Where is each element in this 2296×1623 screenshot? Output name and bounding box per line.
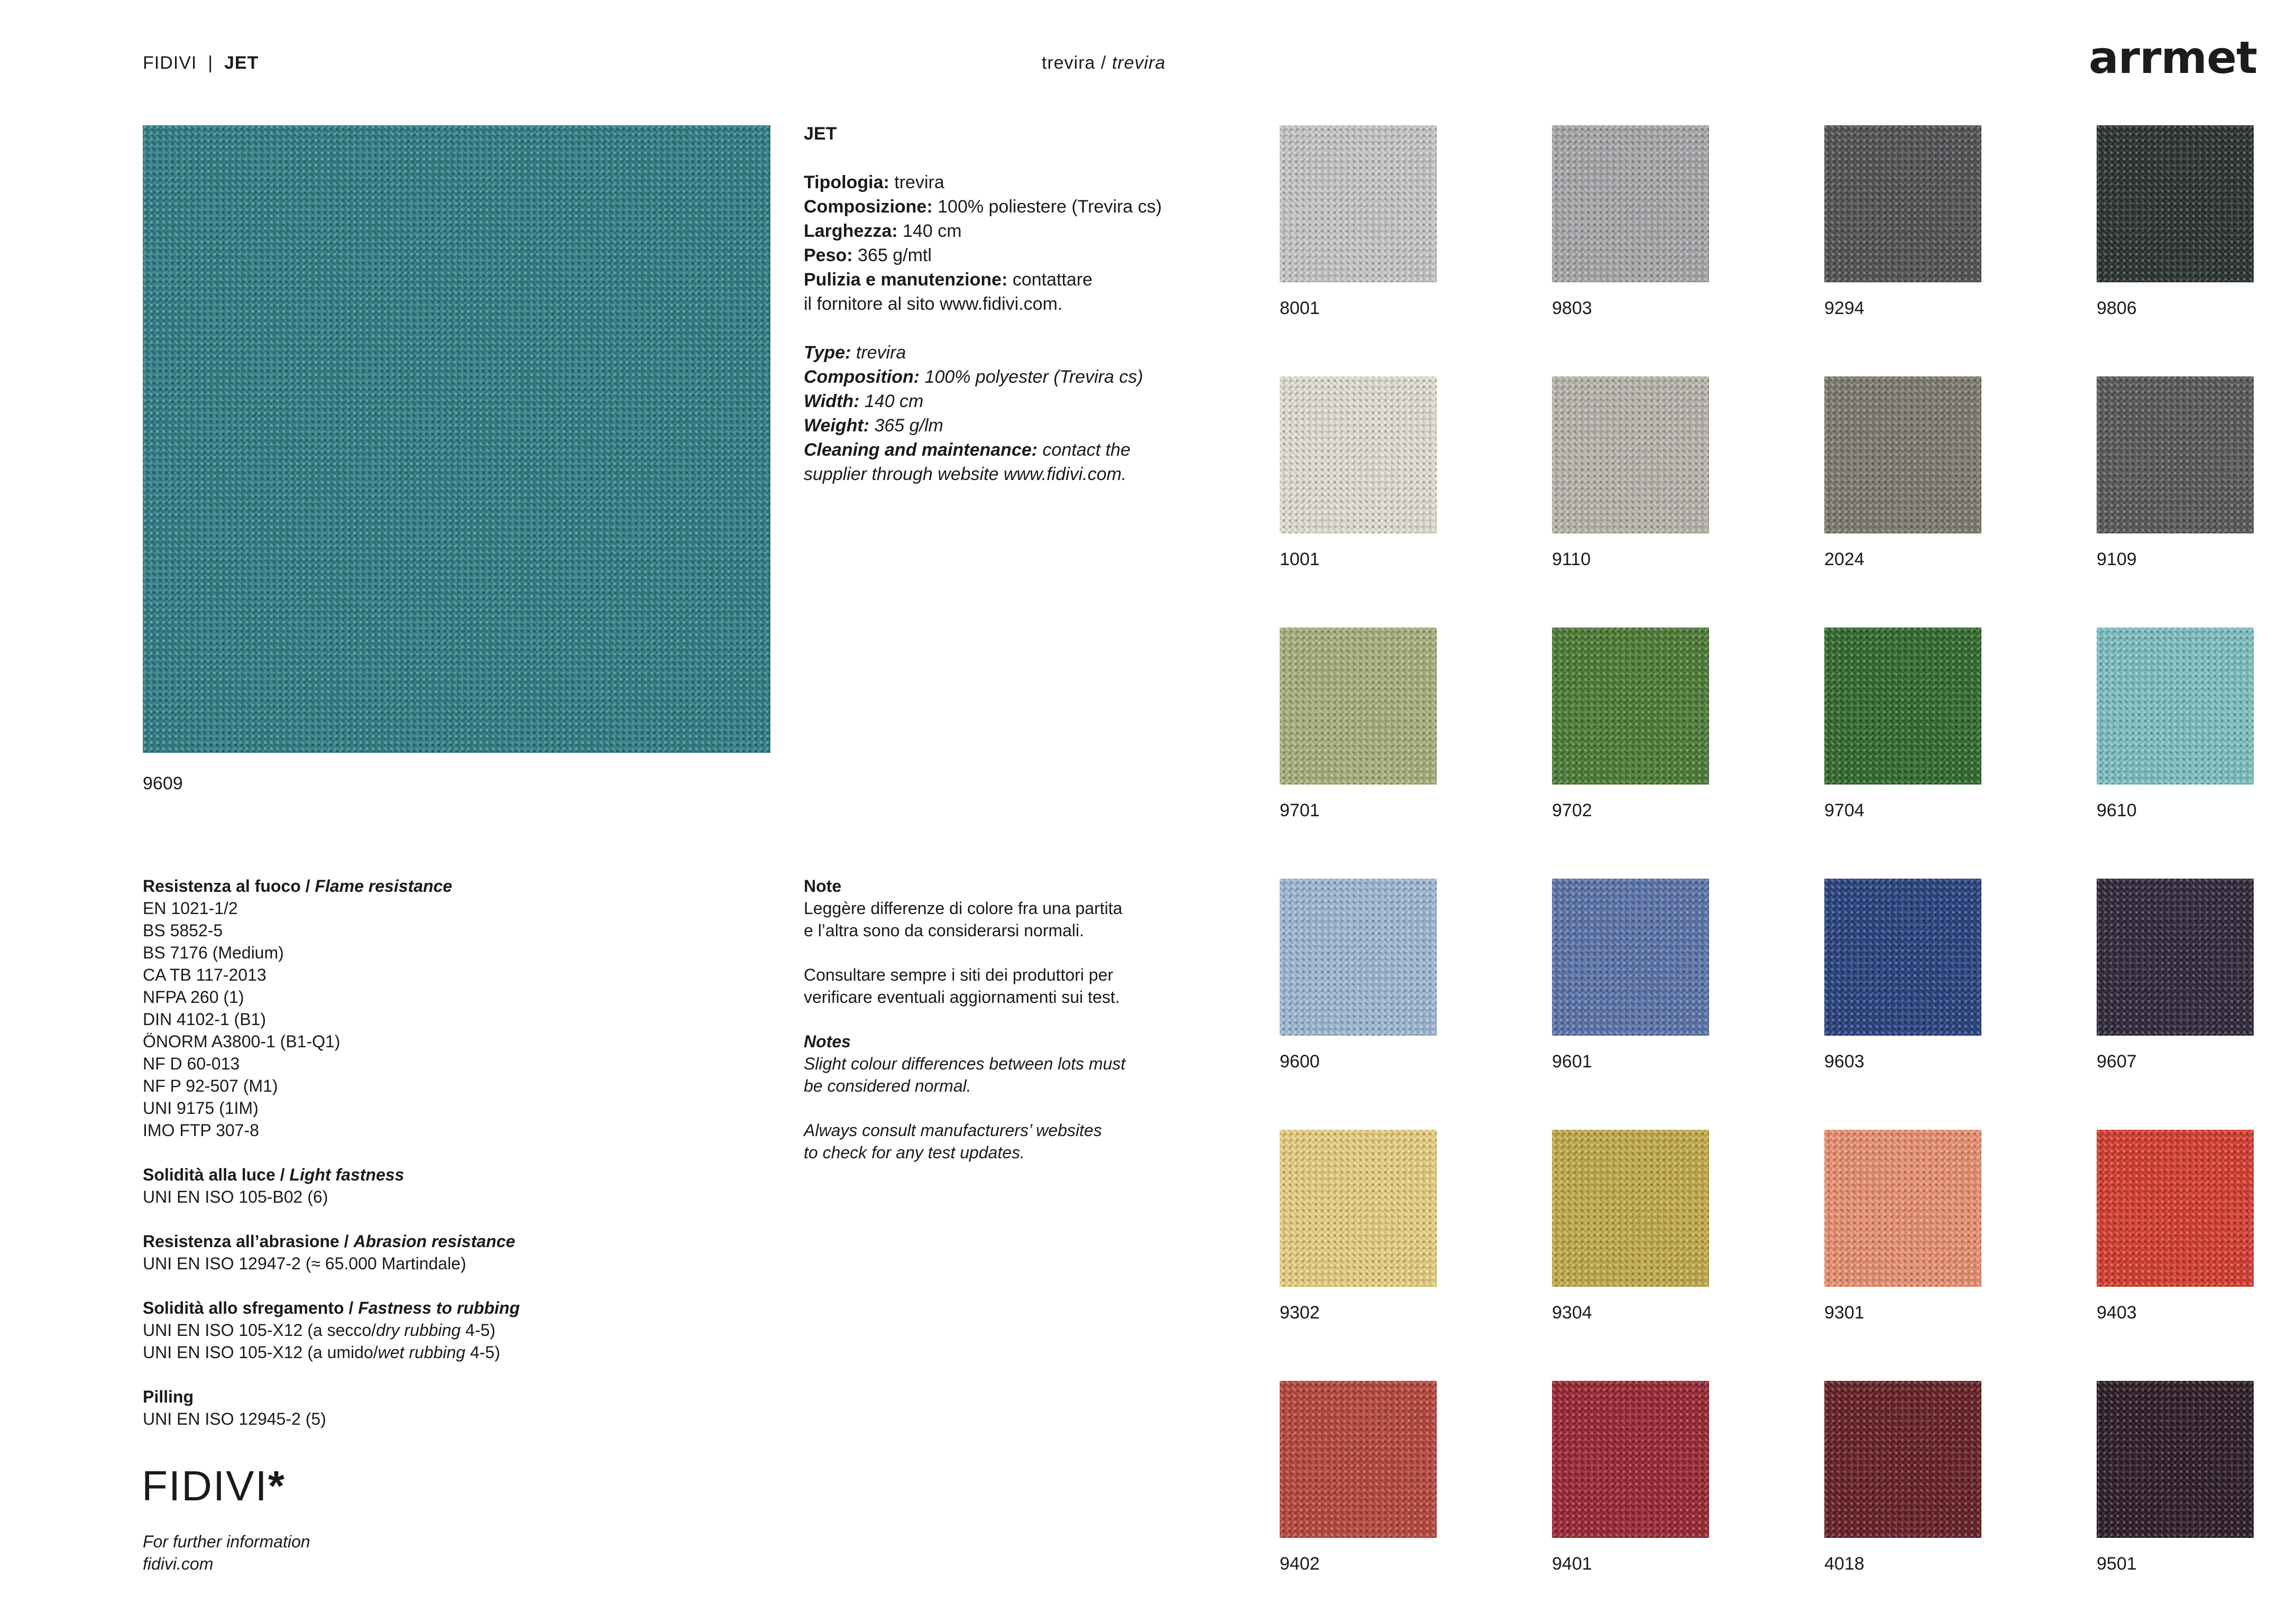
swatch-9601	[1552, 879, 1709, 1036]
swatch-code: 9294	[1824, 298, 1865, 318]
swatch-9501	[2097, 1381, 2254, 1538]
swatch-item	[1280, 1381, 1437, 1574]
swatch-item	[1552, 879, 1709, 1072]
swatch-code: 9601	[1552, 1052, 1592, 1072]
abrasion-title-it: Resistenza all’abrasione /	[143, 1232, 349, 1251]
swatch-item	[1552, 376, 1709, 570]
swatch-item	[1552, 125, 1709, 319]
swatch-9704	[1824, 628, 1981, 785]
swatch-9302	[1280, 1130, 1437, 1287]
fidivi-logo	[142, 1462, 286, 1510]
abrasion-value: UNI EN ISO 12947-2 (≈ 65.000 Martindale)	[143, 1254, 466, 1273]
header-brand: FIDIVI	[143, 53, 197, 73]
swatch-8001	[1280, 125, 1437, 282]
swatch-9294	[1824, 125, 1981, 282]
notes-it-1: Leggère differenze di colore fra una partita	[804, 899, 1123, 918]
swatch-code: 9603	[1824, 1052, 1865, 1072]
swatch-code: 8001	[1280, 298, 1320, 318]
spec-type-label: Type:	[804, 343, 851, 363]
notes-en-1: Slight colour differences between lots must	[804, 1054, 1126, 1073]
fidivi-logo-mark: *	[268, 1462, 286, 1509]
swatch-item	[2097, 376, 2254, 570]
rubbing-title-it: Solidità allo sfregamento /	[143, 1298, 354, 1317]
swatch-9403	[2097, 1130, 2254, 1287]
fire-item: DIN 4102-1 (B1)	[143, 1010, 266, 1029]
swatch-item	[1552, 1130, 1709, 1323]
swatch-code: 9610	[2097, 800, 2137, 820]
swatch-item	[2097, 879, 2254, 1072]
light-title	[143, 1164, 804, 1186]
light-title-it: Solidità alla luce /	[143, 1165, 285, 1184]
swatch-item	[1824, 628, 1981, 821]
swatch-code: 9301	[1824, 1303, 1865, 1323]
spec-width-label: Width:	[804, 391, 860, 411]
swatch-9401	[1552, 1381, 1709, 1538]
fire-title-it: Resistenza al fuoco /	[143, 877, 310, 896]
notes-it-3: Consultare sempre i siti dei produttori per	[804, 965, 1114, 984]
spec-peso: 365 g/mtl	[858, 245, 932, 265]
swatch-item	[1280, 1130, 1437, 1323]
fire-item: NF D 60-013	[143, 1054, 240, 1073]
spec-cleaning-label: Cleaning and maintenance:	[804, 440, 1038, 460]
swatch-item	[1552, 628, 1709, 821]
header-separator: |	[208, 53, 214, 73]
swatch-item	[1824, 125, 1981, 319]
swatch-code: 2024	[1824, 549, 1865, 569]
swatch-code: 9302	[1280, 1303, 1320, 1323]
swatch-code: 9403	[2097, 1303, 2137, 1323]
swatch-code: 9701	[1280, 800, 1320, 820]
rubbing-dry	[143, 1319, 804, 1341]
swatch-item	[1280, 879, 1437, 1072]
swatch-item	[2097, 628, 2254, 821]
spec-composizione-label: Composizione:	[804, 197, 933, 217]
fire-list	[143, 897, 804, 1141]
swatch-code: 9806	[2097, 298, 2137, 318]
swatch-code: 9401	[1552, 1554, 1592, 1574]
swatch-9806	[2097, 125, 2254, 282]
abrasion-title-en: Abrasion resistance	[353, 1232, 516, 1251]
rubbing-title-en: Fastness to rubbing	[358, 1298, 520, 1317]
notes-title-it: Note	[804, 877, 842, 896]
notes-block	[804, 875, 1227, 1164]
fire-title-en: Flame resistance	[315, 877, 453, 896]
swatch-item	[1280, 628, 1437, 821]
swatch-4018	[1824, 1381, 1981, 1538]
fire-item: UNI 9175 (1IM)	[143, 1099, 259, 1118]
notes-en-3: Always consult manufacturers’ websites	[804, 1121, 1102, 1140]
swatch-code: 1001	[1280, 549, 1320, 569]
rubbing-dry-a: UNI EN ISO 105-X12 (a secco/	[143, 1321, 376, 1340]
fire-item: ÖNORM A3800-1 (B1-Q1)	[143, 1032, 341, 1051]
swatch-code: 9109	[2097, 549, 2137, 569]
swatch-9610	[2097, 628, 2254, 785]
swatch-9109	[2097, 376, 2254, 533]
fire-item: IMO FTP 307-8	[143, 1121, 259, 1140]
fire-item: NF P 92-507 (M1)	[143, 1076, 278, 1095]
pilling-title: Pilling	[143, 1387, 194, 1406]
swatch-item	[1824, 376, 1981, 570]
footer-info-1: For further information	[143, 1532, 310, 1551]
swatch-2024	[1824, 376, 1981, 533]
swatch-code: 9803	[1552, 298, 1592, 318]
spec-composizione: 100% poliestere (Trevira cs)	[938, 197, 1162, 217]
fire-item: NFPA 260 (1)	[143, 988, 244, 1007]
arrmet-logo: arrmet	[2089, 32, 2257, 84]
spec-cleaning-2: supplier through website www.fidivi.com.	[804, 464, 1127, 484]
swatch-9110	[1552, 376, 1709, 533]
spec-block	[804, 122, 1227, 486]
swatch-code: 9607	[2097, 1052, 2137, 1072]
swatch-9701	[1280, 628, 1437, 785]
fidivi-logo-text: FIDIVI	[142, 1462, 268, 1509]
swatch-code: 9304	[1552, 1303, 1592, 1323]
spec-pulizia-label: Pulizia e manutenzione:	[804, 270, 1008, 290]
rubbing-dry-i: dry rubbing	[376, 1321, 461, 1340]
spec-tipologia-label: Tipologia:	[804, 172, 889, 192]
swatch-code: 9402	[1280, 1554, 1320, 1574]
rubbing-wet-a: UNI EN ISO 105-X12 (a umido/	[143, 1343, 378, 1362]
spec-pulizia-1: contattare	[1012, 270, 1093, 290]
header-collection: JET	[224, 53, 259, 73]
swatch-9803	[1552, 125, 1709, 282]
spec-weight: 365 g/lm	[874, 416, 943, 436]
header-type-it: trevira	[1042, 53, 1096, 73]
rubbing-wet	[143, 1341, 804, 1363]
notes-it-2: e l’altra sono da considerarsi normali.	[804, 921, 1085, 940]
rubbing-wet-b: 4-5)	[465, 1343, 500, 1362]
spec-type: trevira	[856, 343, 906, 363]
swatch-9607	[2097, 879, 2254, 1036]
tech-block	[143, 875, 804, 1430]
swatch-item	[2097, 1381, 2254, 1574]
swatch-code: 9501	[2097, 1554, 2137, 1574]
swatch-item	[1824, 1381, 1981, 1574]
fire-item: BS 5852-5	[143, 921, 223, 940]
swatch-9600	[1280, 879, 1437, 1036]
fire-item: EN 1021-1/2	[143, 899, 238, 918]
swatch-9304	[1552, 1130, 1709, 1287]
swatch-item	[1280, 376, 1437, 570]
header-center	[1042, 53, 1165, 73]
spec-weight-label: Weight:	[804, 416, 870, 436]
swatch-9603	[1824, 879, 1981, 1036]
footer-info-2: fidivi.com	[143, 1554, 214, 1573]
swatch-9402	[1280, 1381, 1437, 1538]
spec-title: JET	[804, 124, 837, 144]
header-type-sep: /	[1095, 53, 1112, 73]
header-left	[143, 53, 259, 73]
swatch-item	[1824, 1130, 1981, 1323]
spec-composition-label: Composition:	[804, 367, 920, 387]
rubbing-dry-b: 4-5)	[461, 1321, 495, 1340]
footer-info	[143, 1530, 310, 1575]
swatch-item	[2097, 125, 2254, 319]
pilling-value: UNI EN ISO 12945-2 (5)	[143, 1409, 326, 1428]
swatch-item	[1280, 125, 1437, 319]
main-fabric-swatch	[143, 125, 770, 753]
swatch-code: 9110	[1552, 549, 1591, 569]
swatch-item	[1552, 1381, 1709, 1574]
spec-pulizia-2: il fornitore al sito www.fidivi.com.	[804, 294, 1063, 314]
swatch-code: 4018	[1824, 1554, 1865, 1574]
swatch-9702	[1552, 628, 1709, 785]
light-value: UNI EN ISO 105-B02 (6)	[143, 1187, 328, 1206]
spec-tipologia: trevira	[894, 172, 944, 192]
fire-item: CA TB 117-2013	[143, 965, 267, 984]
spec-composition: 100% polyester (Trevira cs)	[924, 367, 1143, 387]
notes-title-en: Notes	[804, 1032, 851, 1051]
swatch-code: 9704	[1824, 800, 1865, 820]
spec-width: 140 cm	[864, 391, 924, 411]
swatch-code: 9600	[1280, 1052, 1320, 1072]
spec-peso-label: Peso:	[804, 245, 853, 265]
rubbing-wet-i: wet rubbing	[378, 1343, 466, 1362]
spec-cleaning-1: contact the	[1042, 440, 1131, 460]
fire-title	[143, 875, 804, 897]
spec-larghezza-label: Larghezza:	[804, 221, 898, 241]
notes-it-4: verificare eventuali aggiornamenti sui test.	[804, 988, 1120, 1007]
swatch-9301	[1824, 1130, 1981, 1287]
abrasion-title	[143, 1230, 804, 1252]
swatch-1001	[1280, 376, 1437, 533]
notes-en-2: be considered normal.	[804, 1076, 971, 1095]
swatch-item	[1824, 879, 1981, 1072]
main-swatch-code: 9609	[143, 773, 183, 794]
swatch-item	[2097, 1130, 2254, 1323]
light-title-en: Light fastness	[289, 1165, 405, 1184]
swatch-code: 9702	[1552, 800, 1592, 820]
fire-item: BS 7176 (Medium)	[143, 943, 284, 962]
notes-en-4: to check for any test updates.	[804, 1143, 1025, 1162]
spec-larghezza: 140 cm	[903, 221, 962, 241]
rubbing-title	[143, 1297, 804, 1319]
header-type-en: trevira	[1112, 53, 1166, 73]
